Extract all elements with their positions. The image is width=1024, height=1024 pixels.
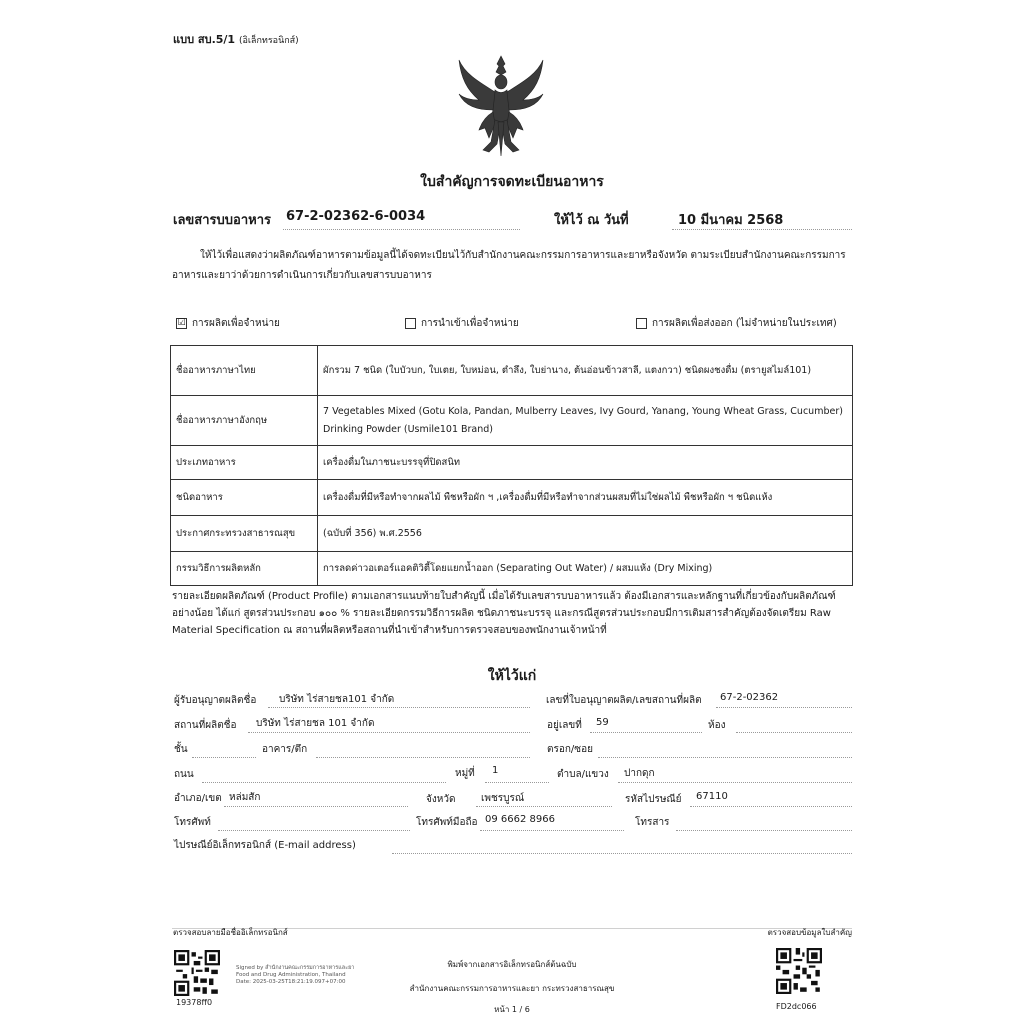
licensee-name-line	[268, 707, 530, 708]
province-label: จังหวัด	[426, 794, 456, 805]
digital-signature-info: Signed by สำนักงานคณะกรรมการอาหารและยา Food and Drug Administration, Thailand Date: 2025-03-25T18:21:19.097+07:00	[236, 965, 355, 985]
district-label: อำเภอ/เขต	[174, 793, 222, 804]
table-row	[171, 552, 853, 586]
building-line	[316, 757, 530, 758]
table-row	[171, 446, 853, 480]
garuda-emblem-icon	[455, 52, 547, 164]
district-line	[224, 806, 408, 807]
house-no-line	[590, 732, 702, 733]
row-label: กรรมวิธีการผลิตหลัก	[171, 552, 318, 586]
checkbox-label: การผลิตเพื่อส่งออก (ไม่จำหน่ายในประเทศ)	[652, 318, 837, 329]
checkbox-empty-icon	[405, 318, 416, 329]
checkbox-checked-icon: ☑	[177, 318, 186, 328]
site-name: บริษัท ไร่สายชล 101 จำกัด	[256, 718, 375, 729]
grant-title: ให้ไว้แก่	[487, 668, 537, 684]
floor-line	[192, 757, 256, 758]
license-no-label: เลขที่ใบอนุญาตผลิต/เลขสถานที่ผลิต	[546, 695, 702, 706]
floor-label: ชั้น	[174, 744, 188, 755]
licensee-label: ผู้รับอนุญาตผลิตชื่อ	[174, 695, 257, 706]
food-info-table	[170, 345, 853, 586]
issued-label: ให้ไว้ ณ วันที่	[554, 213, 629, 228]
intro-text: ให้ไว้เพื่อแสดงว่าผลิตภัณฑ์อาหารตามข้อมูลนี้ได้จดทะเบียนไว้กับสำนักงานคณะกรรมการอาหารและยาหรือจังหวัด ตามระเบียบสำนักงานคณะกรรมการอาหารและยาว่าด้วยการดำเนินการเกี่ยวกับเลขสารบบอาหาร	[172, 250, 846, 281]
row-label: ประกาศกระทรวงสาธารณสุข	[171, 516, 318, 552]
license-no: 67-2-02362	[720, 692, 779, 703]
subdistrict-value: ปากดุก	[624, 768, 655, 779]
fax-line	[676, 830, 852, 831]
issued-date-line	[672, 229, 852, 230]
row-value: 7 Vegetables Mixed (Gotu Kola, Pandan, Mulberry Leaves, Ivy Gourd, Yanang, Young Wheat Grass, Cucumber) Drinking Powder (Usmile101 Brand)	[318, 396, 853, 446]
row-label: ประเภทอาหาร	[171, 446, 318, 480]
row-value: เครื่องดื่มที่มีหรือทำจากผลไม้ พืชหรือผัก ฯ ,เครื่องดื่มที่มีหรือทำจากส่วนผสมที่ไม่ใช่ผลไม้ พืชหรือผัก ฯ ชนิดแห้ง	[318, 480, 853, 516]
building-label: อาคาร/ตึก	[262, 744, 308, 755]
checkbox-empty-icon	[636, 318, 647, 329]
email-label: ไปรษณีย์อิเล็กทรอนิกส์ (E-mail address)	[174, 840, 356, 851]
table-row	[171, 480, 853, 516]
moo-value: 1	[492, 765, 499, 776]
province-value: เพชรบูรณ์	[481, 793, 525, 804]
registration-number: 67-2-02362-6-0034	[286, 209, 426, 224]
row-value: ผักรวม 7 ชนิด (ใบบัวบก, ใบเตย, ใบหม่อน, ตำลึง, ใบย่านาง, ต้นอ่อนข้าวสาลี, แตงกวา) ชนิดผงชงดื่ม (ตรายูสไมล์101)	[318, 346, 853, 396]
subdistrict-line	[618, 782, 852, 783]
subdistrict-label: ตำบล/แขวง	[557, 769, 609, 780]
room-label: ห้อง	[708, 720, 726, 731]
product-profile-text: รายละเอียดผลิตภัณฑ์ (Product Profile) ตามเอกสารแนบท้ายใบสำคัญนี้ เมื่อได้รับเลขสารบบอาหารแล้ว ต้องมีเอกสารและหลักฐานที่เกี่ยวข้องกับผลิตภัณฑ์ อย่างน้อย ได้แก่ สูตรส่วนประกอบ ๑๐๐ % รายละเอียดกรรมวิธีการผลิต ชนิดภาชนะบรรจุ และกรณีสูตรส่วนประกอบมีการเติมสารสำคัญต้องจัดเตรียม Raw Material Specification ณ สถานที่ผลิตหรือสถานที่นำเข้าสำหรับการตรวจสอบของพนักงานเจ้าหน้าที่	[172, 591, 836, 636]
road-line	[202, 782, 446, 783]
row-value: เครื่องดื่มในภาชนะบรรจุที่ปิดสนิท	[318, 446, 853, 480]
license-no-line	[716, 707, 852, 708]
road-label: ถนน	[174, 769, 194, 780]
licensee-name: บริษัท ไร่สายชล101 จำกัด	[279, 694, 395, 705]
row-label: ชนิดอาหาร	[171, 480, 318, 516]
issued-date: 10 มีนาคม 2568	[678, 213, 784, 228]
printed-from-original: พิมพ์จากเอกสารอิเล็กทรอนิกส์ต้นฉบับ	[447, 960, 577, 969]
form-type: (อิเล็กทรอนิกส์)	[238, 36, 299, 46]
registration-label: เลขสารบบอาหาร	[173, 213, 271, 228]
mobile-line	[480, 830, 624, 831]
qr-code-icon[interactable]	[776, 948, 822, 994]
page-title: ใบสำคัญการจดทะเบียนอาหาร	[420, 174, 604, 190]
row-label: ชื่ออาหารภาษาไทย	[171, 346, 318, 396]
email-line	[392, 853, 852, 854]
phone-line	[218, 830, 410, 831]
certificate-code: FD2dc066	[776, 1002, 817, 1011]
checkbox-label: การนำเข้าเพื่อจำหน่าย	[421, 318, 519, 329]
signature-verify-caption: ตรวจสอบลายมือชื่ออิเล็กทรอนิกส์	[173, 928, 288, 937]
row-label: ชื่ออาหารภาษาอังกฤษ	[171, 396, 318, 446]
table-row	[171, 346, 853, 396]
form-code: แบบ สบ.5/1 (อิเล็กทรอนิกส์)	[173, 33, 299, 46]
province-line	[476, 806, 612, 807]
alley-line	[598, 757, 852, 758]
house-no-label: อยู่เลขที่	[547, 720, 582, 731]
room-line	[736, 732, 852, 733]
mobile-label: โทรศัพท์มือถือ	[416, 817, 478, 828]
certificate-verify-caption: ตรวจสอบข้อมูลใบสำคัญ	[767, 928, 852, 937]
page-number: หน้า 1 / 6	[494, 1005, 530, 1014]
row-value: (ฉบับที่ 356) พ.ศ.2556	[318, 516, 853, 552]
checkbox-produce-for-export	[636, 316, 837, 331]
postcode-line	[690, 806, 852, 807]
moo-line	[485, 782, 549, 783]
site-label: สถานที่ผลิตชื่อ	[174, 720, 237, 731]
phone-label: โทรศัพท์	[174, 817, 211, 828]
postcode-label: รหัสไปรษณีย์	[625, 794, 682, 805]
table-row	[171, 396, 853, 446]
site-name-line	[248, 732, 530, 733]
fax-label: โทรสาร	[635, 817, 670, 828]
checkbox-produce-for-sale	[176, 316, 280, 331]
signature-code: 19378ff0	[176, 998, 213, 1007]
checkbox-label: การผลิตเพื่อจำหน่าย	[192, 318, 280, 329]
issuing-agency: สำนักงานคณะกรรมการอาหารและยา กระทรวงสาธารณสุข	[409, 984, 615, 993]
registration-number-line	[283, 229, 520, 230]
moo-label: หมู่ที่	[455, 768, 475, 779]
postcode-value: 67110	[696, 791, 728, 802]
alley-label: ตรอก/ซอย	[547, 744, 593, 755]
house-no: 59	[596, 717, 609, 728]
table-row	[171, 516, 853, 552]
mobile-value: 09 6662 8966	[485, 814, 555, 825]
district-value: หล่มสัก	[229, 792, 261, 803]
checkbox-import-for-sale	[405, 316, 519, 331]
row-value: การลดค่าวอเตอร์แอคติวิตี้โดยแยกน้ำออก (Separating Out Water) / ผสมแห้ง (Dry Mixing)	[318, 552, 853, 586]
